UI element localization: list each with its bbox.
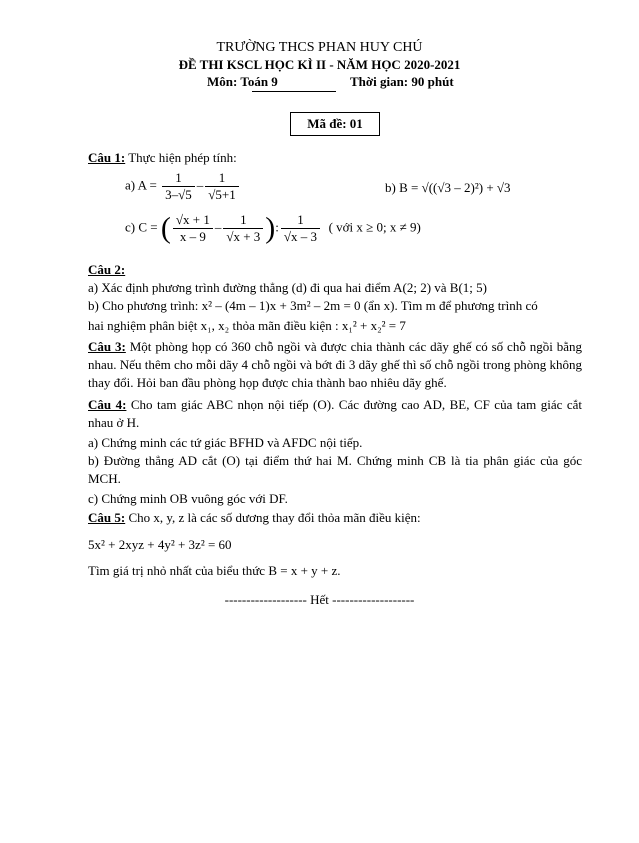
q1c-condition: ( với x ≥ 0; x ≠ 9) [328, 219, 421, 235]
exam-code-box: Mã đề: 01 [290, 112, 380, 136]
q3-title: Câu 3: [88, 339, 126, 354]
end-marker: ------------------- Hết ------------------- [224, 592, 415, 607]
q1c-den3: √x – 3 [283, 229, 318, 244]
q1c-den1: x – 9 [179, 229, 206, 244]
q1b-expr: √((√3 – 2)²) + √3 [421, 180, 511, 195]
exam-title: ĐỀ THI KSCL HỌC KÌ II - NĂM HỌC 2020-2021 [178, 57, 461, 72]
q1a-den1: 3–√5 [165, 187, 192, 202]
q1b-label: b) B = [385, 180, 419, 195]
q2-part-a: a) Xác định phương trình đường thẳng (d) đi qua hai điểm A(2; 2) và B(1; 5) [88, 280, 487, 295]
q5-equation: 5x² + 2xyz + 4y² + 3z² = 60 [88, 537, 232, 552]
q5-title: Câu 5: [88, 510, 126, 525]
q1-intro: Thực hiện phép tính: [128, 150, 237, 165]
q1c-num1: √x + 1 [173, 212, 213, 229]
q1-heading [88, 150, 237, 166]
q2-title-text: Câu 2: [88, 262, 126, 277]
q2-title [88, 262, 125, 278]
q4-text: Cho tam giác ABC nhọn nội tiếp (O). Các đường cao AD, BE, CF của tam giác cắt nhau ở H. [88, 397, 583, 430]
q1c-num3: 1 [281, 212, 320, 229]
header-underline [252, 91, 336, 92]
q1-title: Câu 1: [88, 150, 126, 165]
q4-part-c: c) Chứng minh OB vuông góc với DF. [88, 491, 288, 506]
q1a-label: a) A = [125, 177, 157, 193]
time-label: Thời gian: 90 phút [350, 74, 454, 89]
q5-text: Cho x, y, z là các số dương thay đổi thỏa mãn điều kiện: [128, 510, 421, 525]
q1a-den2: √5+1 [208, 187, 236, 202]
q1c-den2: √x + 3 [226, 229, 261, 244]
q5-paragraph [88, 509, 582, 527]
q1c-frac1 [173, 212, 213, 245]
q1-part-b [385, 180, 511, 196]
q2-part-b-line1: b) Cho phương trình: x² – (4m – 1)x + 3m² – 2m = 0 (ẩn x). Tìm m để phương trình có [88, 298, 538, 313]
q1c-frac2 [223, 212, 263, 245]
q4-part-a: a) Chứng minh các tứ giác BFHD và AFDC nội tiếp. [88, 435, 363, 450]
q1c-num2: 1 [223, 212, 263, 229]
q4-paragraph [88, 396, 582, 432]
q3-text: Một phòng họp có 360 chỗ ngồi và được chia thành các dãy ghế có số chỗ ngồi bằng nhau. Nếu thêm cho mỗi dãy 4 chỗ ngồi và bớt đi 3 dãy ghế thì số chỗ ngồi trong phòng không thay đổi. Hỏi ban đầu phòng họp được chia thành bao nhiêu dãy ghế. [88, 339, 582, 390]
school-name: TRƯỜNG THCS PHAN HUY CHÚ [216, 40, 423, 55]
q1-part-c: c) C = ( $\frac{√x + 1}{x - 9}$ – $\frac{1}{√x + 3}$ ): $\frac{1}{√x - 3}$ ( với x ≥ 0; x ≠ 9) [125, 211, 421, 245]
q1c-label: c) C = [125, 219, 158, 235]
q1a-frac2 [205, 170, 238, 203]
q4-title: Câu 4: [88, 397, 127, 412]
q1a-num1: 1 [162, 170, 195, 187]
q5-question: Tìm giá trị nhỏ nhất của biểu thức B = x + y + z. [88, 563, 341, 578]
q1a-num2: 1 [205, 170, 238, 187]
q1c-frac3 [281, 212, 320, 245]
q2-part-b-line2: hai nghiệm phân biệt x₁, x₂ thỏa mãn điều kiện : x₁² + x₂² = 7 [88, 318, 406, 333]
q1-part-a: a) A = $\frac{1}{3-√5}$ – $\frac{1}{√5+1}$ [125, 170, 241, 203]
q4-part-b: b) Đường thẳng AD cắt (O) tại điểm thứ hai M. Chứng minh CB là tia phân giác của góc MCH. [88, 453, 582, 486]
subject-label: Môn: Toán 9 [207, 74, 278, 89]
q1a-frac1 [162, 170, 195, 203]
q3-paragraph [88, 338, 582, 392]
